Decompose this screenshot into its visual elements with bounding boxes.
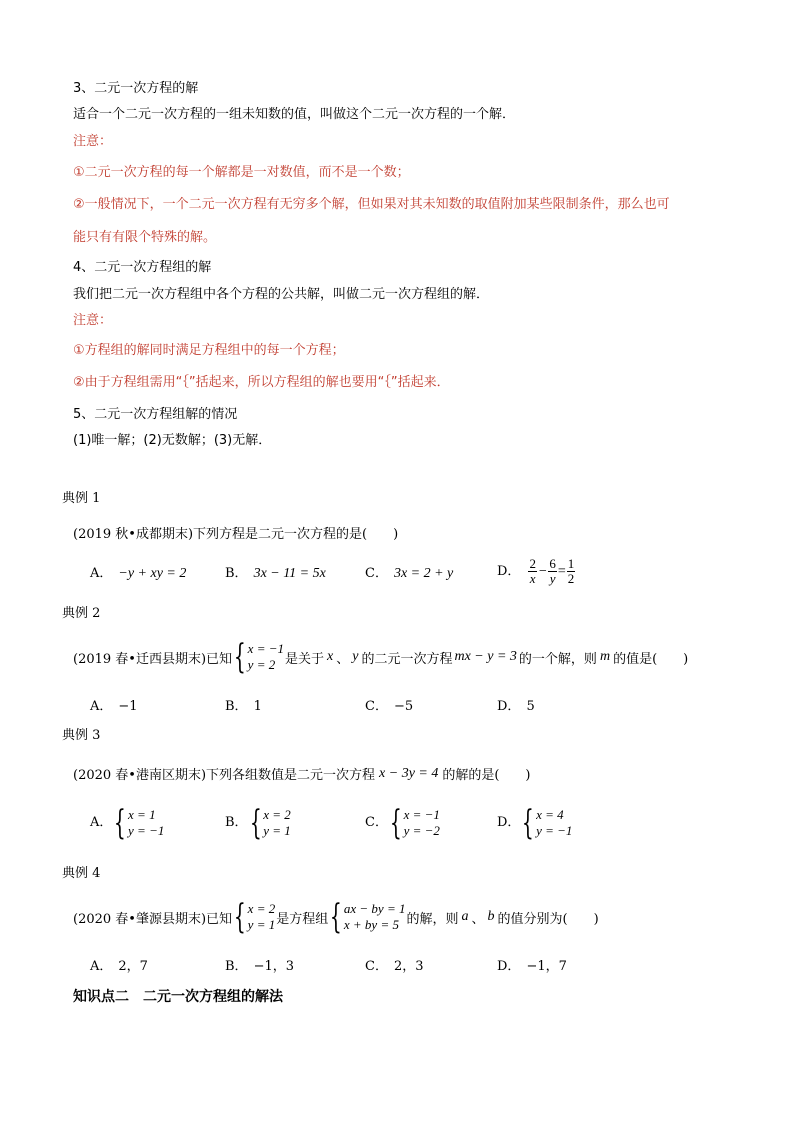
example1-option-c[interactable]: C． 3x = 2 + y (365, 566, 454, 581)
example1-label: 典例 1 (62, 491, 101, 506)
example3-option-c[interactable]: C． { x = −1 y = −2 (365, 803, 440, 843)
fraction-6-over-y: $\frac{6}{y}$ (549, 556, 556, 586)
example4-option-b[interactable]: B． −1，3 (225, 959, 294, 974)
example1-question: (2019 秋•成都期末)下列方程是二元一次方程的是( ) (73, 527, 399, 542)
section3-note-label: 注意： (73, 134, 113, 149)
example4-equation-system: { ax − by = 1 x + by = 5 (330, 897, 406, 937)
section5-heading: 5、二元一次方程组解的情况 (73, 407, 238, 422)
example3-option-a[interactable]: A． { x = 1 y = −1 (90, 803, 165, 843)
section4-definition: 我们把二元一次方程组中各个方程的公共解，叫做二元一次方程组的解． (73, 287, 490, 302)
fraction-1-over-2: $\frac{1}{2}$ (567, 556, 575, 586)
example3-label: 典例 3 (62, 728, 101, 743)
example2-option-d[interactable]: D． 5 (497, 699, 535, 714)
example2-label: 典例 2 (62, 606, 101, 621)
example4-option-d[interactable]: D． −1，7 (497, 959, 567, 974)
example3-question: (2020 春•港南区期末)下列各组数值是二元一次方程 x − 3y = 4 的解的是( ) (73, 765, 531, 783)
fraction-2-over-x: $\frac{2}{x}$ (529, 556, 536, 586)
example2-option-a[interactable]: A． −1 (90, 699, 138, 714)
example2-solution-system: { x = −1 y = 2 (233, 637, 284, 677)
section4-note1: ①方程组的解同时满足方程组中的每一个方程； (73, 343, 345, 358)
section4-note2: ②由于方程组需用“｛”括起来，所以方程组的解也要用“｛”括起来． (73, 375, 450, 390)
example1-option-a[interactable]: A． −y + xy = 2 (90, 566, 187, 581)
example4-option-a[interactable]: A． 2，7 (90, 959, 148, 974)
example2-question: (2019 春•迁西县期末)已知 { x = −1 y = 2 是关于 x 、 y 的二元一次方程 mx − y = 3 的一个解，则 m 的值是( ) (73, 637, 689, 677)
knowledge-point-heading: 知识点二 二元一次方程组的解法 (73, 989, 283, 1005)
section3-note2-line2: 能只有有限个特殊的解。 (73, 230, 217, 245)
section5-cases: (1)唯一解；(2)无数解；(3)无解． (73, 433, 272, 448)
example1-option-d[interactable]: D． $\frac{2}{x}$ − $\frac{6}{y}$ = $\frac{1}{2}$ (497, 556, 575, 586)
section3-heading: 3、二元一次方程的解 (73, 81, 199, 96)
section3-note1: ①二元一次方程的每一个解都是一对数值，而不是一个数； (73, 165, 410, 180)
example2-option-c[interactable]: C． −5 (365, 699, 414, 714)
example4-option-c[interactable]: C． 2，3 (365, 959, 424, 974)
section4-heading: 4、二元一次方程组的解 (73, 260, 212, 275)
example2-option-b[interactable]: B． 1 (225, 699, 262, 714)
section3-definition: 适合一个二元一次方程的一组未知数的值，叫做这个二元一次方程的一个解． (73, 107, 516, 122)
section3-note2-line1: ②一般情况下，一个二元一次方程有无穷多个解，但如果对其未知数的取值附加某些限制条件，那么也可 (73, 197, 670, 212)
example4-solution-system: { x = 2 y = 1 (233, 897, 276, 937)
section4-note-label: 注意： (73, 313, 113, 328)
example3-option-d[interactable]: D． { x = 4 y = −1 (497, 803, 573, 843)
example3-option-b[interactable]: B． { x = 2 y = 1 (225, 803, 291, 843)
example1-option-b[interactable]: B． 3x − 11 = 5x (225, 566, 326, 581)
example4-label: 典例 4 (62, 866, 101, 881)
example4-question: (2020 春•肇源县期末)已知 { x = 2 y = 1 是方程组 { ax − by = 1 x + by = 5 的解，则 a 、 b 的值分别为( ) (73, 897, 599, 937)
